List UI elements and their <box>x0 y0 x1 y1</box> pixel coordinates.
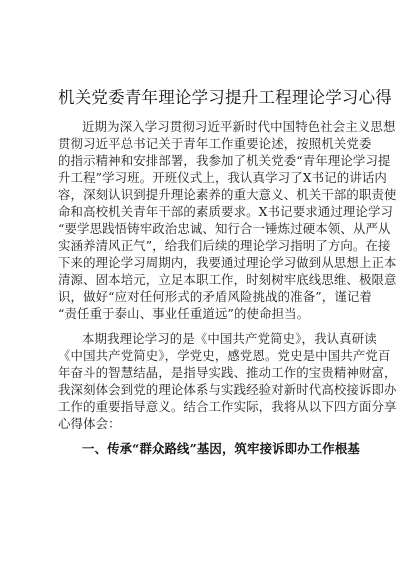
paragraph-2-line-3: 年奋斗的智慧结晶，是指导实践、推动工作的宝贵精神财富， <box>58 365 397 380</box>
paragraph-1-line-5: 容，深刻认识到提升理论素养的重大意义、机关干部的职责使 <box>58 187 397 202</box>
paragraph-2-line-4: 我深刻体会到党的理论体系与实践经验对新时代高校接诉即办 <box>58 382 397 397</box>
paragraph-1-line-12: “责任重于泰山、事业任重道远”的使命担当。 <box>58 306 310 321</box>
paragraph-1-line-10: 清源、固本培元，立足本职工作，时刻树牢底线思维、极限意 <box>58 272 397 287</box>
paragraph-2-line-1: 本期我理论学习的是《中国共产党简史》，我认真研读 <box>82 331 377 346</box>
paragraph-2-line-6: 心得体会： <box>58 416 121 431</box>
paragraph-1-line-4: 升工程”学习班。开班仪式上，我认真学习了X书记的讲话内 <box>58 170 387 185</box>
paragraph-1-line-9: 下来的理论学习周期内，我要通过理论学习做到从思想上正本 <box>58 255 397 270</box>
paragraph-1-line-11: 识，做好“应对任何形式的矛盾风险挑战的准备”，谨记着 <box>58 289 372 304</box>
paragraph-1-line-2: 贯彻习近平总书记关于青年工作重要论述，按照机关党委 <box>58 136 372 151</box>
document-title: 机关党委青年理论学习提升工程理论学习心得 <box>58 88 392 107</box>
paragraph-1-line-6: 命和高校机关青年干部的素质要求。X书记要求通过理论学习 <box>58 204 394 219</box>
paragraph-1-line-7: “要学思践悟铸牢政治忠诚、知行合一锤炼过硬本领、从严从 <box>58 221 391 236</box>
paragraph-2-line-2: 《中国共产党简史》，学党史，感党恩。党史是中国共产党百 <box>58 348 391 363</box>
paragraph-1-line-3: 的指示精神和安排部署，我参加了机关党委“青年理论学习提 <box>58 153 391 168</box>
paragraph-2-line-5: 工作的重要指导意义。结合工作实际，我将从以下四方面分享 <box>58 399 397 414</box>
section-heading: 一、传承“群众路线”基因，筑牢接诉即办工作根基 <box>82 441 360 456</box>
paragraph-1-line-8: 实涵养清风正气”，给我们后续的理论学习指明了方向。在接 <box>58 238 391 253</box>
paragraph-1-line-1: 近期为深入学习贯彻习近平新时代中国特色社会主义思想 <box>82 119 396 134</box>
